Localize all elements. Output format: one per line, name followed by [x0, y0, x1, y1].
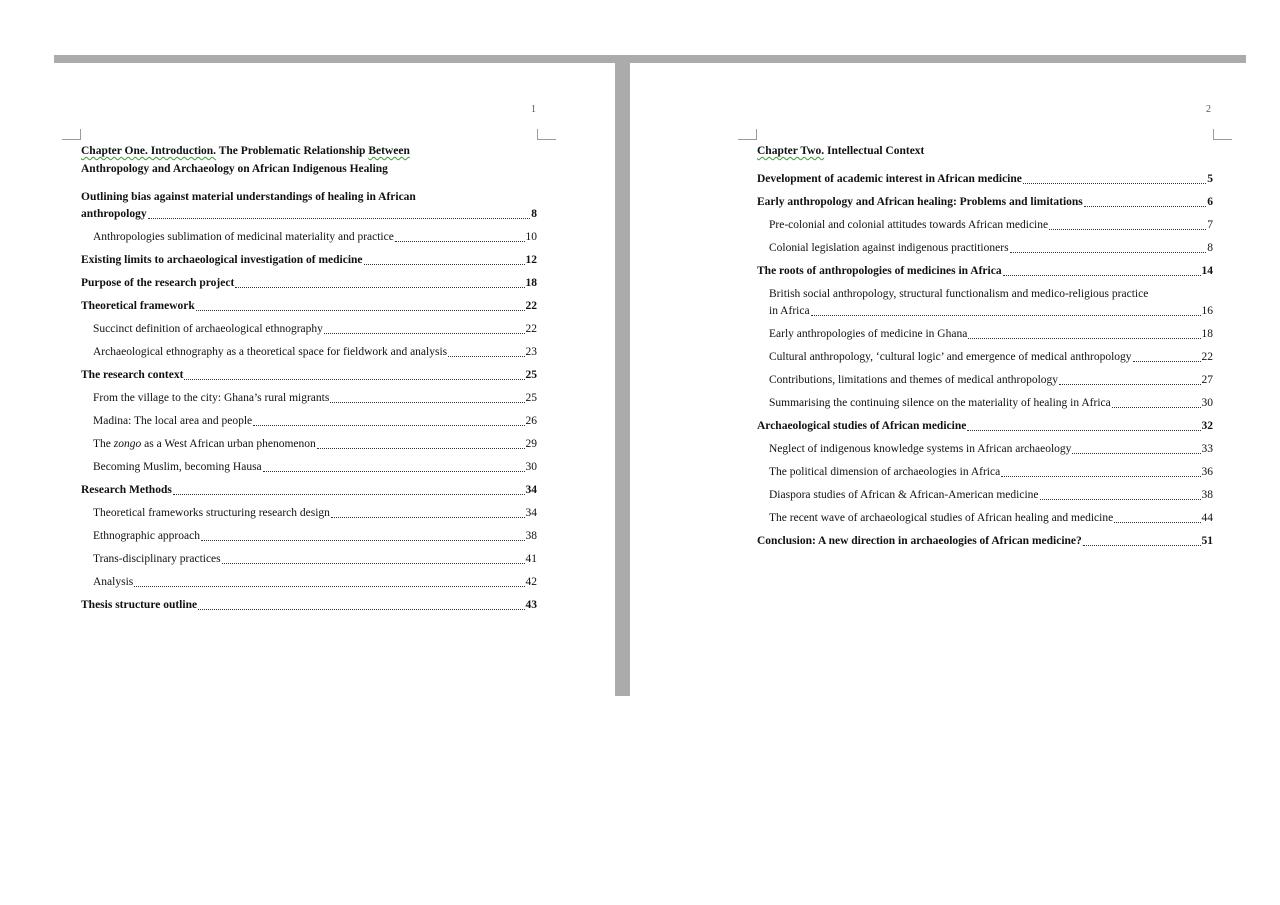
- toc-entry-text: Archaeological ethnography as a theoretical space for fieldwork and analysis: [93, 346, 448, 358]
- toc-heading-entry[interactable]: [81, 482, 537, 499]
- margin-corner-top-left-1: [62, 129, 81, 140]
- toc-entry-text: Madina: The local area and people: [93, 415, 253, 427]
- dot-leader: [331, 517, 525, 518]
- dot-leader: [198, 609, 524, 610]
- dot-leader: [196, 310, 525, 311]
- toc-entry-text: in Africa: [769, 305, 810, 317]
- toc-subheading-entry[interactable]: [81, 505, 537, 522]
- toc-page-number: 22: [525, 323, 537, 335]
- toc-page-number: 18: [1201, 328, 1213, 340]
- toc-subheading-entry[interactable]: [81, 574, 537, 591]
- dot-leader: [201, 540, 525, 541]
- toc-entry-text: Early anthropologies of medicine in Ghana: [769, 328, 968, 340]
- toc-subheading-entry[interactable]: [81, 390, 537, 407]
- toc-page-number: 36: [1201, 466, 1213, 478]
- toc-entry-text: Theoretical framework: [81, 300, 195, 312]
- toc-subheading-entry[interactable]: [81, 229, 537, 246]
- toc-subheading-entry[interactable]: [81, 436, 537, 453]
- dot-leader: [1133, 361, 1201, 362]
- chapter-one-label: Chapter One. Introduction.: [81, 145, 217, 157]
- toc-entry-text: Cultural anthropology, ‘cultural logic’ and emergence of medical anthropology: [769, 351, 1132, 363]
- toc-page-number: 8: [1207, 242, 1213, 254]
- toc-subheading-entry[interactable]: [81, 344, 537, 361]
- dot-leader: [1112, 407, 1201, 408]
- toc-subheading-entry[interactable]: [757, 240, 1213, 257]
- toc-heading-entry[interactable]: [757, 533, 1213, 550]
- toc-page-number: 38: [525, 530, 537, 542]
- toc-page-number: 32: [1201, 420, 1213, 432]
- toc-heading-entry[interactable]: [81, 597, 537, 614]
- toc-subheading-entry[interactable]: [81, 551, 537, 568]
- toc-entry-text: anthropology: [81, 208, 147, 220]
- dot-leader: [1001, 476, 1200, 477]
- toc-entry-text: Archaeological studies of African medicine: [757, 420, 967, 432]
- toc-page-number: 26: [525, 415, 537, 427]
- toc-subheading-entry[interactable]: [81, 321, 537, 338]
- toc-entry-text-line1: Outlining bias against material understandings of healing in African: [81, 191, 416, 203]
- dot-leader: [235, 287, 524, 288]
- toc-page-number: 30: [525, 461, 537, 473]
- chapter-two-title-text: Intellectual Context: [824, 145, 925, 157]
- toc-page-number: 34: [525, 507, 537, 519]
- dot-leader: [222, 563, 525, 564]
- toc-page-number: 51: [1201, 535, 1213, 547]
- toc-page-number: 27: [1201, 374, 1213, 386]
- toc-entry-text: The political dimension of archaeologies in Africa: [769, 466, 1001, 478]
- dot-leader: [1003, 275, 1201, 276]
- toc-page-number: 23: [525, 346, 537, 358]
- toc-entry-text: Becoming Muslim, becoming Hausa: [93, 461, 262, 473]
- dot-leader: [1059, 384, 1200, 385]
- toc-subheading-entry[interactable]: [757, 464, 1213, 481]
- dot-leader: [253, 425, 524, 426]
- toc-subheading-entry[interactable]: [757, 326, 1213, 343]
- toc-entry-text: Early anthropology and African healing: Problems and limitations: [757, 196, 1083, 208]
- toc-page-number: 16: [1201, 305, 1213, 317]
- toc-page-number: 5: [1207, 173, 1213, 185]
- toc-entry-text: Theoretical frameworks structuring research design: [93, 507, 330, 519]
- toc-subheading-entry[interactable]: [81, 528, 537, 545]
- toc-page-number: 25: [525, 392, 537, 404]
- toc-subheading-entry[interactable]: [757, 286, 1213, 320]
- dot-leader: [173, 494, 525, 495]
- margin-corner-top-left-2: [738, 129, 757, 140]
- toc-page-number: 18: [525, 277, 537, 289]
- dot-leader: [317, 448, 525, 449]
- toc-entry-text: Neglect of indigenous knowledge systems in African archaeology: [769, 443, 1072, 455]
- dot-leader: [148, 218, 531, 219]
- toc-entry-text-line1: British social anthropology, structural functionalism and medico-religious practice: [769, 288, 1149, 300]
- toc-entry-text: Anthropologies sublimation of medicinal materiality and practice: [93, 231, 394, 243]
- toc-page-number: 44: [1201, 512, 1213, 524]
- dot-leader: [364, 264, 525, 265]
- toc-page-number: 6: [1207, 196, 1213, 208]
- table-of-contents-right: [757, 171, 1213, 556]
- toc-page-number: 8: [531, 208, 537, 220]
- toc-page-number: 7: [1207, 219, 1213, 231]
- dot-leader: [1023, 183, 1206, 184]
- toc-page-number: 10: [525, 231, 537, 243]
- toc-heading-entry[interactable]: [757, 171, 1213, 188]
- dot-leader: [968, 338, 1200, 339]
- margin-corner-top-right-1: [537, 129, 556, 140]
- toc-entry-text: Pre-colonial and colonial attitudes towards African medicine: [769, 219, 1049, 231]
- toc-subheading-entry[interactable]: [757, 395, 1213, 412]
- dot-leader: [1010, 252, 1207, 253]
- toc-heading-entry[interactable]: [757, 194, 1213, 211]
- dot-leader: [1072, 453, 1200, 454]
- toc-page-number: 12: [525, 254, 537, 266]
- page-number-1: 1: [531, 104, 536, 115]
- dot-leader: [324, 333, 525, 334]
- toc-page-number: 29: [525, 438, 537, 450]
- toc-entry-text: The zongo as a West African urban phenomenon: [93, 438, 316, 450]
- toc-entry-text: The research context: [81, 369, 184, 381]
- toc-page-number: 22: [1201, 351, 1213, 363]
- toc-page-number: 38: [1201, 489, 1213, 501]
- margin-corner-top-right-2: [1213, 129, 1232, 140]
- toc-subheading-entry[interactable]: [81, 459, 537, 476]
- toc-entry-text: Summarising the continuing silence on the materiality of healing in Africa: [769, 397, 1111, 409]
- toc-subheading-entry[interactable]: [757, 487, 1213, 504]
- toc-page-number: 43: [525, 599, 537, 611]
- dot-leader: [1084, 206, 1206, 207]
- dot-leader: [184, 379, 524, 380]
- toc-entry-text: Development of academic interest in African medicine: [757, 173, 1022, 185]
- chapter-one-title-line2: Anthropology and Archaeology on African Indigenous Healing: [81, 163, 388, 175]
- toc-entry-text: The roots of anthropologies of medicines in Africa: [757, 265, 1002, 277]
- toc-page-number: 42: [525, 576, 537, 588]
- chapter-two-title: [757, 142, 1217, 160]
- toc-entry-text: Existing limits to archaeological investigation of medicine: [81, 254, 363, 266]
- toc-heading-entry[interactable]: [757, 418, 1213, 435]
- toc-entry-text: Ethnographic approach: [93, 530, 200, 542]
- toc-page-number: 30: [1201, 397, 1213, 409]
- toc-entry-text: Thesis structure outline: [81, 599, 198, 611]
- dot-leader: [263, 471, 525, 472]
- toc-page-number: 33: [1201, 443, 1213, 455]
- dot-leader: [811, 315, 1201, 316]
- dot-leader: [1114, 522, 1200, 523]
- toc-entry-line2: [81, 206, 537, 223]
- toc-entry-text: Contributions, limitations and themes of medical anthropology: [769, 374, 1059, 386]
- chapter-one-title: [81, 142, 541, 178]
- toc-entry-text: Succinct definition of archaeological ethnography: [93, 323, 323, 335]
- page-number-2: 2: [1206, 104, 1211, 115]
- toc-entry-text: Analysis: [93, 576, 134, 588]
- dot-leader: [967, 430, 1200, 431]
- chapter-two-label: Chapter Two.: [757, 145, 825, 157]
- dot-leader: [1083, 545, 1201, 546]
- toc-heading-entry[interactable]: [81, 298, 537, 315]
- chapter-one-title-word: Between: [368, 145, 410, 157]
- toc-subheading-entry[interactable]: [757, 349, 1213, 366]
- toc-heading-entry[interactable]: [757, 263, 1213, 280]
- dot-leader: [448, 356, 524, 357]
- toc-heading-entry[interactable]: [81, 275, 537, 292]
- toc-entry-text: Trans-disciplinary practices: [93, 553, 221, 565]
- toc-heading-entry[interactable]: [81, 252, 537, 269]
- toc-entry-line2: [769, 303, 1213, 320]
- toc-heading-entry[interactable]: [81, 367, 537, 384]
- dot-leader: [1049, 229, 1206, 230]
- toc-entry-text: Diaspora studies of African & African-American medicine: [769, 489, 1039, 501]
- chapter-one-title-text: The Problematic Relationship: [216, 145, 369, 157]
- toc-page-number: 14: [1201, 265, 1213, 277]
- toc-entry-text: The recent wave of archaeological studies of African healing and medicine: [769, 512, 1114, 524]
- toc-page-number: 22: [525, 300, 537, 312]
- dot-leader: [134, 586, 524, 587]
- table-of-contents-left: [81, 189, 537, 620]
- toc-entry-text: Research Methods: [81, 484, 172, 496]
- toc-subheading-entry[interactable]: [757, 372, 1213, 389]
- toc-entry-text: From the village to the city: Ghana’s rural migrants: [93, 392, 330, 404]
- toc-page-number: 41: [525, 553, 537, 565]
- toc-page-number: 34: [525, 484, 537, 496]
- dot-leader: [395, 241, 525, 242]
- toc-heading-entry[interactable]: [81, 189, 537, 223]
- toc-entry-text: Colonial legislation against indigenous practitioners: [769, 242, 1009, 254]
- dot-leader: [330, 402, 524, 403]
- toc-subheading-entry[interactable]: [81, 413, 537, 430]
- toc-entry-text: Conclusion: A new direction in archaeologies of African medicine?: [757, 535, 1082, 547]
- toc-subheading-entry[interactable]: [757, 217, 1213, 234]
- toc-page-number: 25: [525, 369, 537, 381]
- dot-leader: [1040, 499, 1201, 500]
- toc-subheading-entry[interactable]: [757, 510, 1213, 527]
- toc-subheading-entry[interactable]: [757, 441, 1213, 458]
- toc-entry-text: Purpose of the research project: [81, 277, 235, 289]
